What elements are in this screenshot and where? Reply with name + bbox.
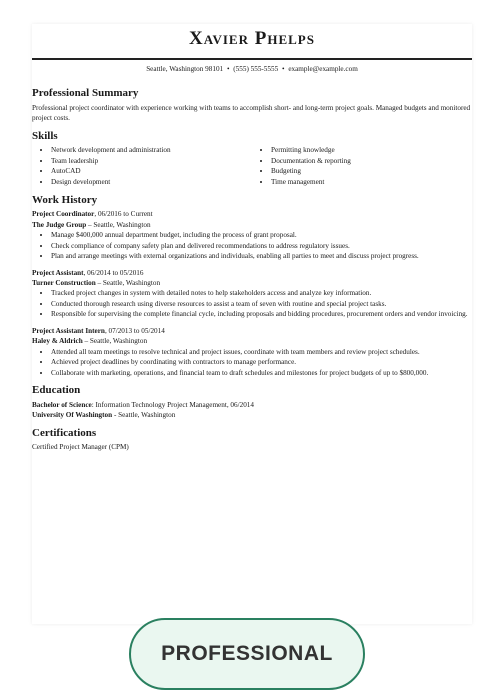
job-company: Turner Construction [32, 279, 96, 288]
job-bullet: • Plan and arrange meetings with external organizations and individuals, enabling all parties to meet and discuss project progress. [51, 251, 472, 261]
job-entry [32, 268, 472, 320]
job-bullets [32, 230, 472, 261]
summary-section [32, 87, 472, 124]
job-company-line [32, 336, 472, 346]
template-style-badge[interactable]: PROFESSIONAL [129, 618, 365, 690]
job-entry [32, 326, 472, 378]
job-bullet: • Manage $400,000 annual department budget, including the process of grant proposal. [51, 230, 472, 240]
job-bullet: • Achieved project deadlines by coordinating with contractors to manage performance. [51, 357, 472, 367]
skill-item: • AutoCAD [51, 166, 252, 177]
resume-document [32, 24, 472, 624]
skill-item: • Budgeting [271, 166, 472, 177]
skills-right-list [252, 145, 472, 188]
skills-section [32, 130, 472, 188]
job-dates: , 07/2013 to 05/2014 [104, 326, 165, 335]
certification-item: Certified Project Manager (CPM) [32, 443, 129, 452]
job-title: Project Coordinator [32, 210, 95, 219]
skills-left-list [32, 145, 252, 188]
job-bullet: • Tracked project changes in system with detailed notes to help stakeholders access and analyze key information. [51, 288, 472, 298]
job-dates: , 06/2014 to 05/2016 [83, 268, 144, 277]
school-location: - Seattle, Washington [112, 411, 176, 420]
skills-columns [32, 145, 472, 188]
job-title-line [32, 209, 472, 219]
job-bullet: • Collaborate with marketing, operations, and financial team to draft schedules and milestones for project budgets of up to $800,000. [51, 368, 472, 378]
header-rule [32, 58, 472, 60]
job-bullet: • Conducted thorough research using diverse resources to assist a team of seven with routine and special project tasks. [51, 299, 472, 309]
contact-phone: (555) 555-5555 [233, 65, 279, 73]
contact-email: example@example.com [288, 65, 358, 73]
job-company: The Judge Group [32, 220, 87, 229]
contact-location: Seattle, Washington 98101 [146, 65, 224, 73]
skill-item: • Time management [271, 177, 472, 188]
skill-item: • Permitting knowledge [271, 145, 472, 156]
education-heading: Education [32, 383, 81, 396]
job-company-line [32, 278, 472, 288]
job-company-line [32, 220, 472, 230]
skills-heading: Skills [32, 129, 58, 142]
job-title-line [32, 326, 472, 336]
skill-item: • Documentation & reporting [271, 156, 472, 167]
degree-line [32, 400, 472, 410]
bullet-separator: • [226, 65, 230, 73]
certifications-section [32, 427, 472, 453]
summary-heading: Professional Summary [32, 87, 139, 99]
school-line [32, 410, 472, 420]
job-title: Project Assistant [32, 268, 84, 277]
job-location: – Seattle, Washington [95, 279, 161, 288]
job-bullets [32, 288, 472, 319]
job-location: – Seattle, Washington [82, 337, 148, 346]
education-entry [32, 400, 472, 421]
candidate-name: Xavier Phelps [189, 28, 315, 49]
degree: Bachelor of Science [32, 400, 92, 409]
job-bullet: • Check compliance of company safety plan and delivered recommendations to address regulatory issues. [51, 241, 472, 251]
job-bullet: • Attended all team meetings to resolve technical and project issues, coordinate with team members and review project schedules. [51, 347, 472, 357]
job-company: Haley & Aldrich [32, 337, 83, 346]
work-history-section [32, 194, 472, 378]
education-section [32, 384, 472, 421]
summary-text: Professional project coordinator with experience working with teams to accomplish short- and long-term project goals. Managed budgets and monitored project costs. [32, 103, 471, 123]
skill-item: • Team leadership [51, 156, 252, 167]
school-name: University Of Washington [32, 411, 113, 420]
job-entry [32, 209, 472, 261]
job-bullet: • Responsible for supervising the complete financial cycle, including proposals and bidding procedures, procurement orders and vendor invoicing. [51, 309, 472, 319]
job-title-line [32, 268, 472, 278]
certifications-heading: Certifications [32, 426, 97, 439]
job-bullets [32, 347, 472, 378]
work-history-heading: Work History [32, 193, 98, 206]
job-title: Project Assistant Intern [32, 326, 105, 335]
job-location: – Seattle, Washington [86, 220, 151, 229]
contact-line [32, 65, 472, 73]
skill-item: • Network development and administration [51, 145, 252, 156]
skill-item: • Design development [51, 177, 252, 188]
job-dates: , 06/2016 to Current [94, 210, 153, 219]
bullet-separator: • [281, 65, 285, 73]
degree-field: : Information Technology Project Management, 06/2014 [91, 400, 254, 409]
